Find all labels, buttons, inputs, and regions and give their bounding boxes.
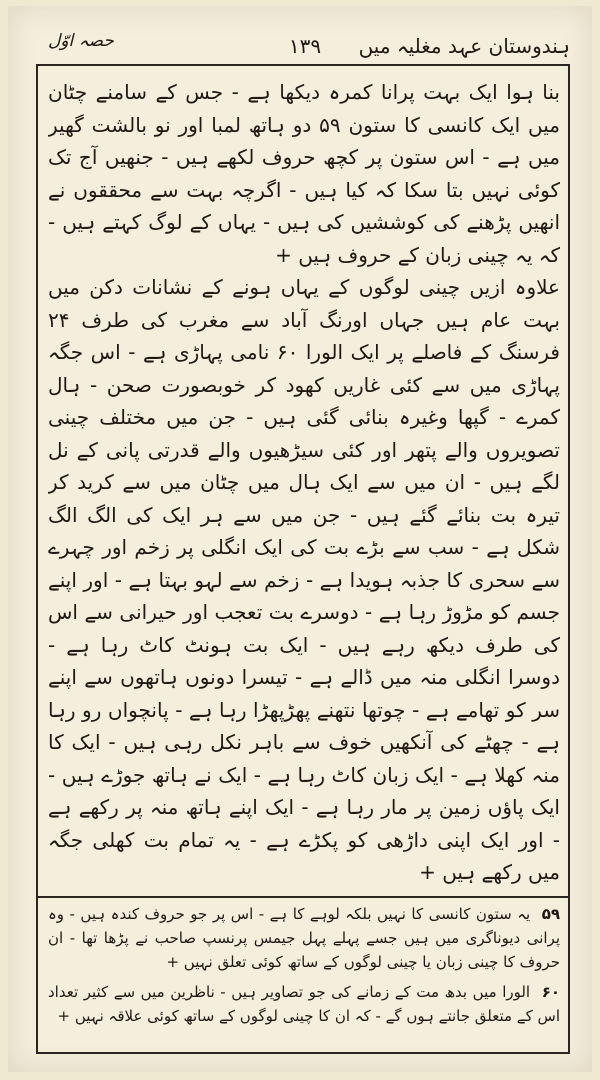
running-title: ہندوستان عہد مغلیہ میں	[358, 34, 570, 58]
footnote-text: الورا میں بدھ مت کے زمانے کی جو تصاویر ہیں - ناظرین میں سے کثیر تعداد اس کے متعلق جانتے ہوں گے - کہ ان کا چینی لوگوں کے ساتھ کوئی علاقہ نہیں +	[48, 983, 560, 1025]
footnote	[48, 980, 560, 1028]
main-text	[48, 76, 560, 888]
page-number: ۱۳۹	[288, 34, 322, 58]
footnote-divider	[36, 896, 570, 898]
footnote	[48, 902, 560, 974]
footnote-number: ۵۹	[541, 905, 560, 923]
footnote-number: ۶۰	[541, 983, 560, 1001]
header-part-label: حصہ اوّل	[48, 31, 114, 51]
paragraph: علاوہ ازیں چینی لوگوں کے یہاں ہونے کے نشانات دکن میں بہت عام ہیں جہاں اورنگ آباد سے مغرب کی طرف ۲۴ فرسنگ کے فاصلے پر ایک الورا ۶۰ نامی پہاڑی ہے - اس جگہ پہاڑی میں سے کئی غاریں کھود کر خوبصورت صحن - ہال کمرے - گپھا وغیرہ بنائی گئی ہیں - جن میں مختلف چینی تصویروں والے پتھر اور کئی سیڑھیوں والے قدرتی پانی کے نل لگے ہیں - ان میں سے ایک ہال میں چٹان میں سے کرید کر تیرہ بت بنائے گئے ہیں - جن میں سے ہر ایک کی الگ الگ شکل ہے - سب سے بڑے بت کی ایک انگلی پر زخم اور چہرے سے سحری کا جذبہ ہویدا ہے - زخم سے لہو بہتا ہے - اور اپنے جسم کو مڑوڑ رہا ہے - دوسرے بت تعجب اور حیرانی سے اس کی طرف دیکھ رہے ہیں - ایک بت ہونٹ کاٹ رہا ہے - دوسرا انگلی منہ میں ڈالے ہے - تیسرا دونوں ہاتھوں سے اپنے سر کو تھامے ہے - چوتھا نتھنے پھڑپھڑا رہا ہے - پانچواں رو رہا ہے - چھٹے کی آنکھیں خوف سے باہر نکل رہی ہیں - ایک کا منہ کھلا ہے - ایک زبان کاٹ رہا ہے - ایک نے ہاتھ جوڑے ہیں - ایک پاؤں زمین پر مار رہا ہے - ایک اپنے ہاتھ منہ پر رکھے ہے - اور ایک اپنی داڑھی کو پکڑے ہے - یہ تمام بت کھلی جگہ میں رکھے ہیں +	[48, 275, 560, 884]
footnotes	[48, 902, 560, 1048]
page-header	[30, 28, 580, 64]
footnote-text: یہ ستون کانسی کا نہیں بلکہ لوہے کا ہے - اس پر جو حروف کندہ ہیں - وہ پرانی دیوناگری میں ہیں جسے پہلے پہل جیمس پرنسپ صاحب نے پڑھا تھا - ان حروف کا چینی زبان یا چینی لوگوں کے ساتھ کوئی تعلق نہیں +	[48, 905, 560, 971]
paragraph: بنا ہوا ایک بہت پرانا کمرہ دیکھا ہے - جس کے سامنے چٹان میں ایک کانسی کا ستون ۵۹ دو ہاتھ لمبا اور نو بالشت گھیر میں ہے - اس ستون پر کچھ حروف لکھے ہیں - جنھیں آج تک کوئی نہیں بتا سکا کہ کیا ہیں - اگرچہ بہت سے محققوں نے انھیں پڑھنے کی کوششیں کی ہیں - یہاں کے لوگ کہتے ہیں - کہ یہ چینی زبان کے حروف ہیں +	[48, 80, 560, 267]
